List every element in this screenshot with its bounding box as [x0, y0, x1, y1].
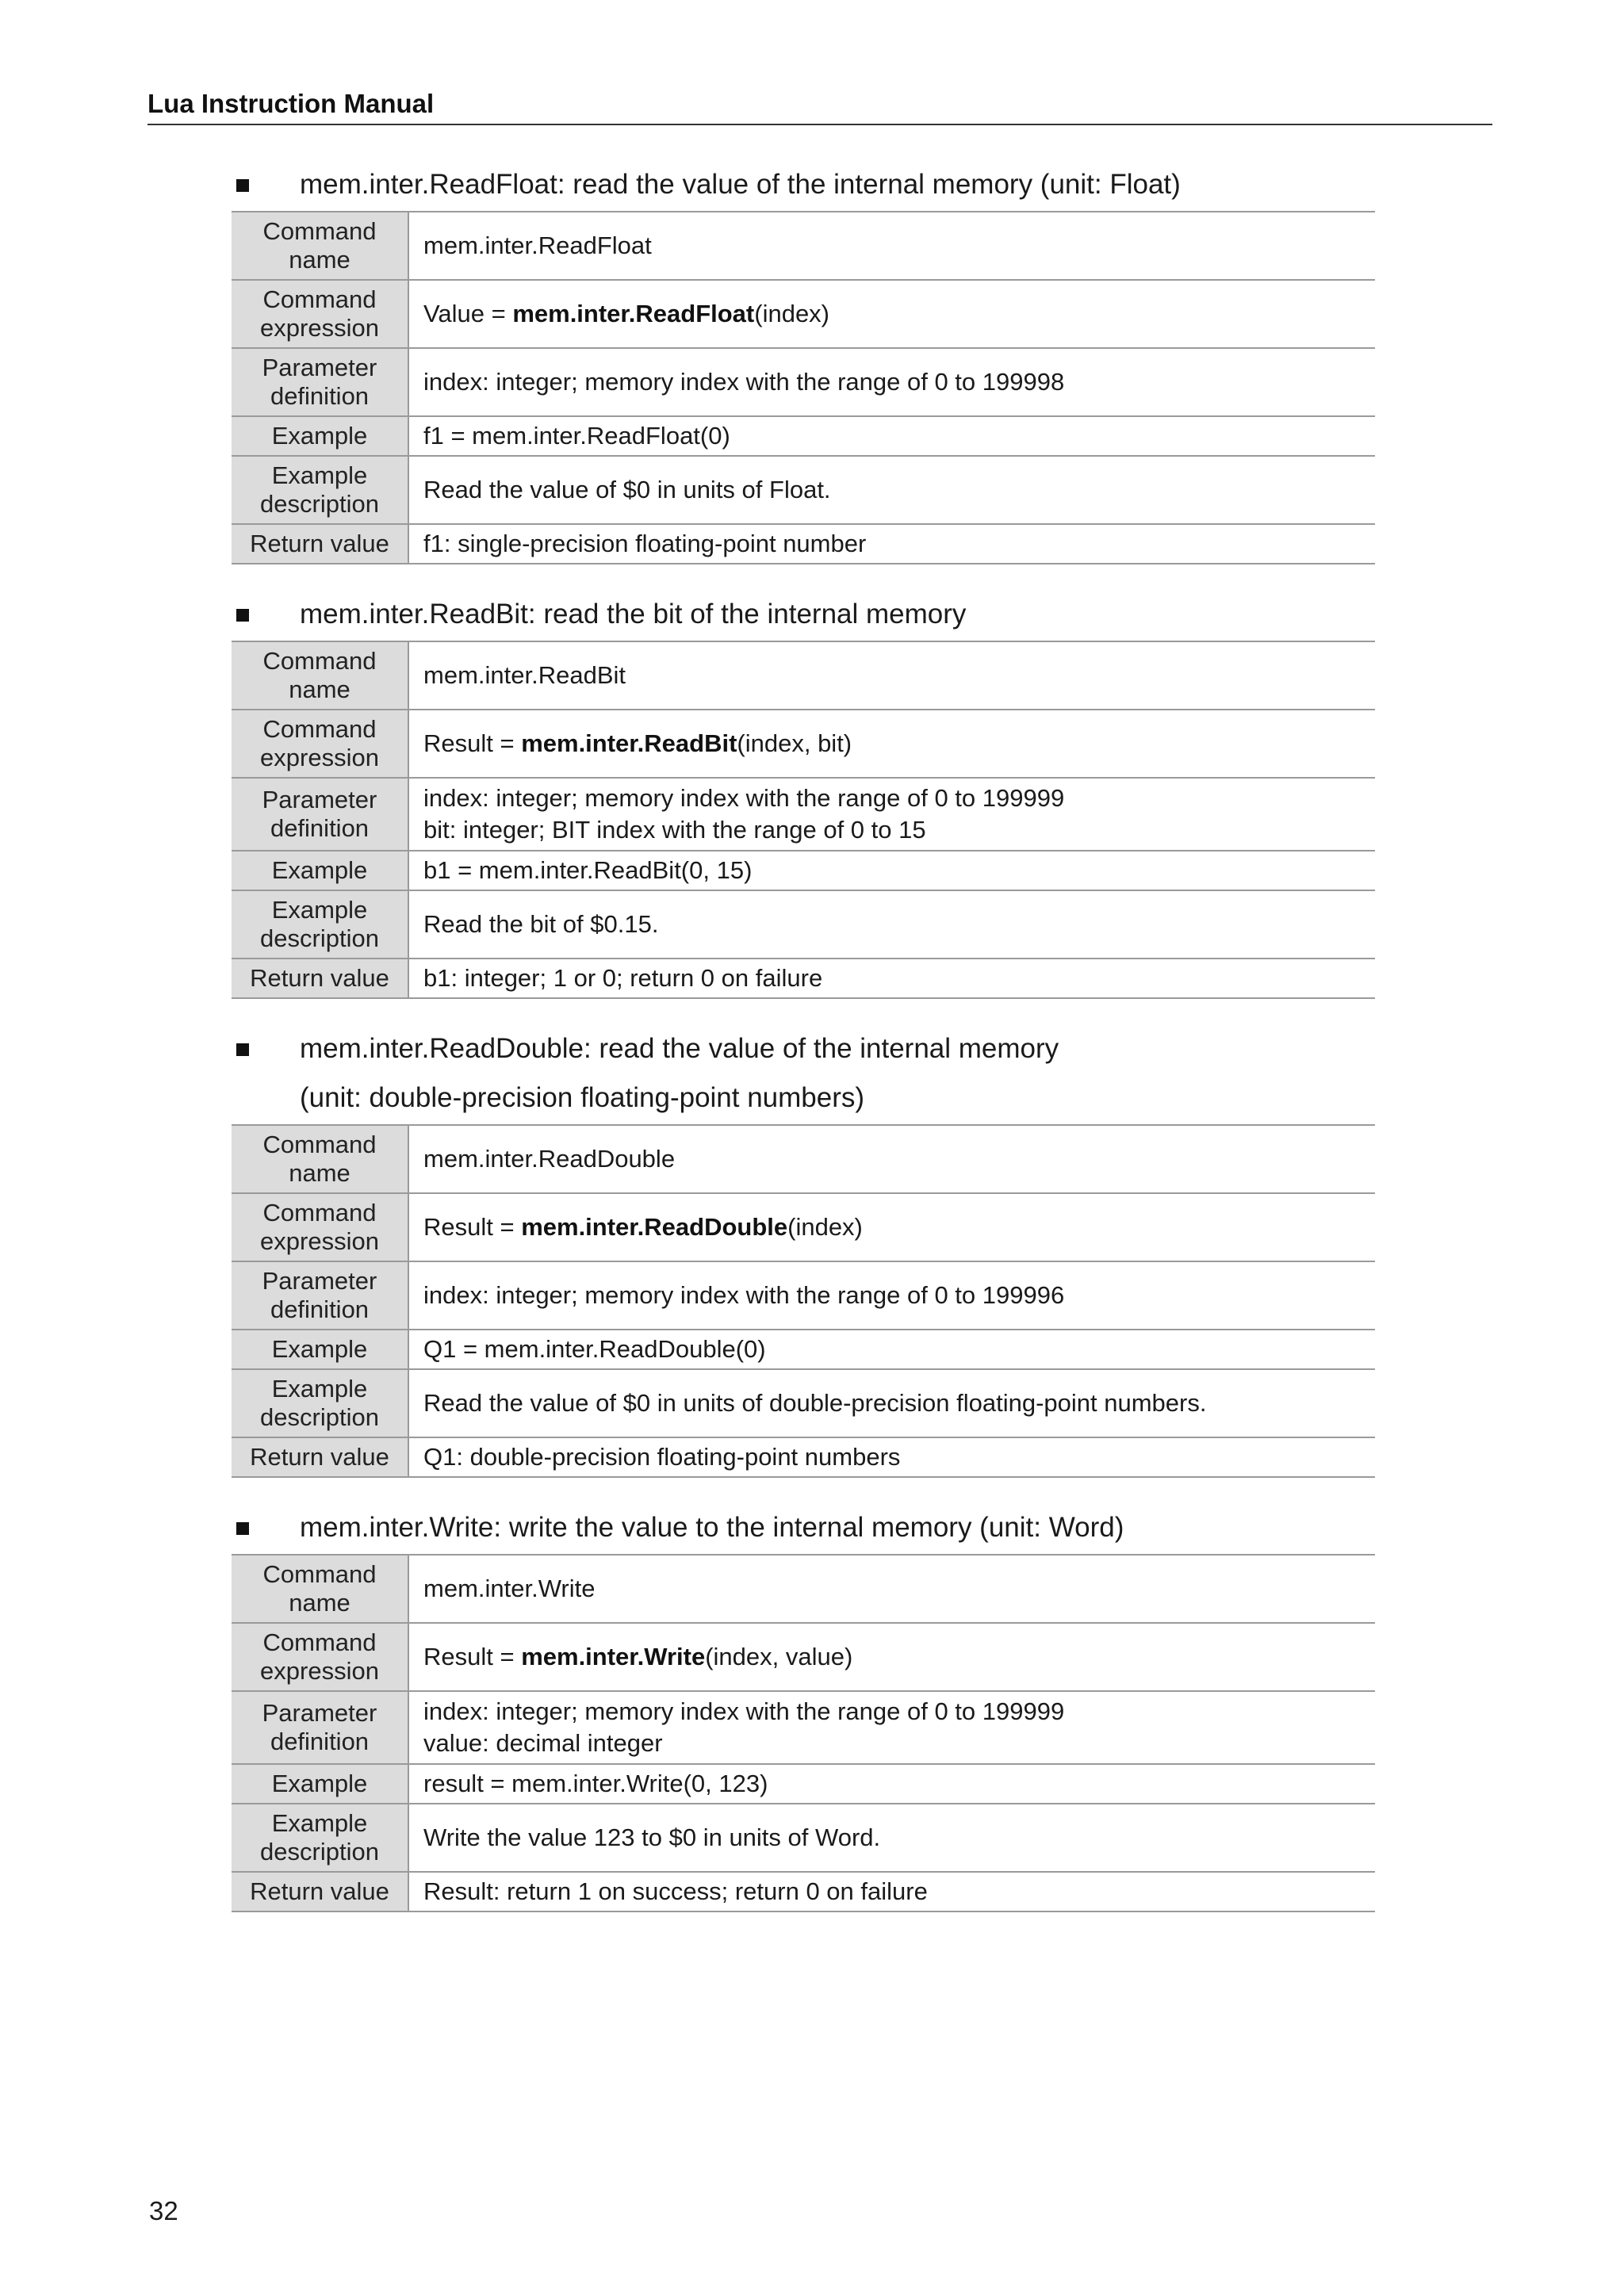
table-row	[232, 416, 1375, 456]
section-title	[232, 1031, 1375, 1116]
section-title	[232, 596, 1375, 633]
label-return-value: Return value	[232, 524, 408, 564]
table-row	[232, 851, 1375, 890]
square-bullet-icon	[236, 1043, 249, 1056]
value-command-expression: Result = mem.inter.Write(index, value)	[408, 1623, 1375, 1691]
table-row	[232, 1437, 1375, 1477]
command-table	[232, 211, 1375, 564]
label-example-description: Example description	[232, 1369, 408, 1437]
table-row	[232, 456, 1375, 524]
label-parameter-definition: Parameter definition	[232, 1691, 408, 1764]
section-write	[232, 1510, 1375, 1912]
table-row	[232, 778, 1375, 851]
table-row	[232, 1764, 1375, 1804]
value-parameter-definition: index: integer; memory index with the range of 0 to 199999 value: decimal integer	[408, 1691, 1375, 1764]
value-return-value: b1: integer; 1 or 0; return 0 on failure	[408, 959, 1375, 998]
value-command-name: mem.inter.Write	[408, 1555, 1375, 1623]
section-title	[232, 1510, 1375, 1546]
value-command-name: mem.inter.ReadFloat	[408, 212, 1375, 280]
table-row	[232, 1193, 1375, 1261]
table-row	[232, 1555, 1375, 1623]
table-row	[232, 280, 1375, 348]
label-command-name: Command name	[232, 641, 408, 710]
section-title-text: mem.inter.Write: write the value to the internal memory (unit: Word)	[300, 1512, 1124, 1543]
section-title-text: mem.inter.ReadBit: read the bit of the internal memory	[300, 599, 967, 629]
label-example-description: Example description	[232, 890, 408, 959]
table-row	[232, 524, 1375, 564]
table-row	[232, 1369, 1375, 1437]
label-parameter-definition: Parameter definition	[232, 1261, 408, 1330]
section-readbit	[232, 596, 1375, 999]
value-example: result = mem.inter.Write(0, 123)	[408, 1764, 1375, 1804]
table-row	[232, 1623, 1375, 1691]
table-row	[232, 890, 1375, 959]
label-command-expression: Command expression	[232, 280, 408, 348]
command-table	[232, 1124, 1375, 1478]
value-command-name: mem.inter.ReadDouble	[408, 1125, 1375, 1193]
value-example: Q1 = mem.inter.ReadDouble(0)	[408, 1330, 1375, 1369]
label-example: Example	[232, 1330, 408, 1369]
table-row	[232, 710, 1375, 778]
value-parameter-definition: index: integer; memory index with the range of 0 to 199996	[408, 1261, 1375, 1330]
section-readfloat	[232, 166, 1375, 564]
value-return-value: Q1: double-precision floating-point numbers	[408, 1437, 1375, 1477]
value-command-expression: Result = mem.inter.ReadDouble(index)	[408, 1193, 1375, 1261]
square-bullet-icon	[236, 609, 249, 622]
label-command-expression: Command expression	[232, 1193, 408, 1261]
section-title-text: mem.inter.ReadFloat: read the value of the internal memory (unit: Float)	[300, 169, 1181, 200]
label-example: Example	[232, 1764, 408, 1804]
table-row	[232, 1804, 1375, 1872]
value-example-description: Write the value 123 to $0 in units of Word.	[408, 1804, 1375, 1872]
value-example-description: Read the value of $0 in units of double-precision floating-point numbers.	[408, 1369, 1375, 1437]
value-return-value: Result: return 1 on success; return 0 on failure	[408, 1872, 1375, 1911]
label-command-expression: Command expression	[232, 710, 408, 778]
label-command-expression: Command expression	[232, 1623, 408, 1691]
value-example-description: Read the bit of $0.15.	[408, 890, 1375, 959]
section-title	[232, 166, 1375, 203]
value-command-expression: Value = mem.inter.ReadFloat(index)	[408, 280, 1375, 348]
label-return-value: Return value	[232, 1872, 408, 1911]
value-command-expression: Result = mem.inter.ReadBit(index, bit)	[408, 710, 1375, 778]
label-return-value: Return value	[232, 1437, 408, 1477]
label-parameter-definition: Parameter definition	[232, 778, 408, 851]
value-example: f1 = mem.inter.ReadFloat(0)	[408, 416, 1375, 456]
label-command-name: Command name	[232, 212, 408, 280]
value-example-description: Read the value of $0 in units of Float.	[408, 456, 1375, 524]
table-row	[232, 1691, 1375, 1764]
page-header: Lua Instruction Manual	[147, 89, 1492, 125]
table-row	[232, 1330, 1375, 1369]
table-row	[232, 959, 1375, 998]
value-command-name: mem.inter.ReadBit	[408, 641, 1375, 710]
table-row	[232, 1261, 1375, 1330]
table-row	[232, 1125, 1375, 1193]
table-row	[232, 641, 1375, 710]
square-bullet-icon	[236, 179, 249, 192]
square-bullet-icon	[236, 1522, 249, 1535]
page-number: 32	[149, 2196, 178, 2225]
label-example: Example	[232, 851, 408, 890]
value-parameter-definition: index: integer; memory index with the range of 0 to 199998	[408, 348, 1375, 416]
value-return-value: f1: single-precision floating-point number	[408, 524, 1375, 564]
table-row	[232, 348, 1375, 416]
section-title-text: mem.inter.ReadDouble: read the value of the internal memory	[300, 1033, 1059, 1064]
label-command-name: Command name	[232, 1125, 408, 1193]
section-title-line2: (unit: double-precision floating-point numbers)	[300, 1082, 865, 1113]
table-row	[232, 1872, 1375, 1911]
label-example: Example	[232, 416, 408, 456]
label-example-description: Example description	[232, 456, 408, 524]
command-table	[232, 641, 1375, 999]
section-readdouble	[232, 1031, 1375, 1478]
table-row	[232, 212, 1375, 280]
label-return-value: Return value	[232, 959, 408, 998]
label-example-description: Example description	[232, 1804, 408, 1872]
value-parameter-definition: index: integer; memory index with the range of 0 to 199999 bit: integer; BIT index with the range of 0 to 15	[408, 778, 1375, 851]
value-example: b1 = mem.inter.ReadBit(0, 15)	[408, 851, 1375, 890]
command-table	[232, 1554, 1375, 1912]
label-command-name: Command name	[232, 1555, 408, 1623]
label-parameter-definition: Parameter definition	[232, 348, 408, 416]
